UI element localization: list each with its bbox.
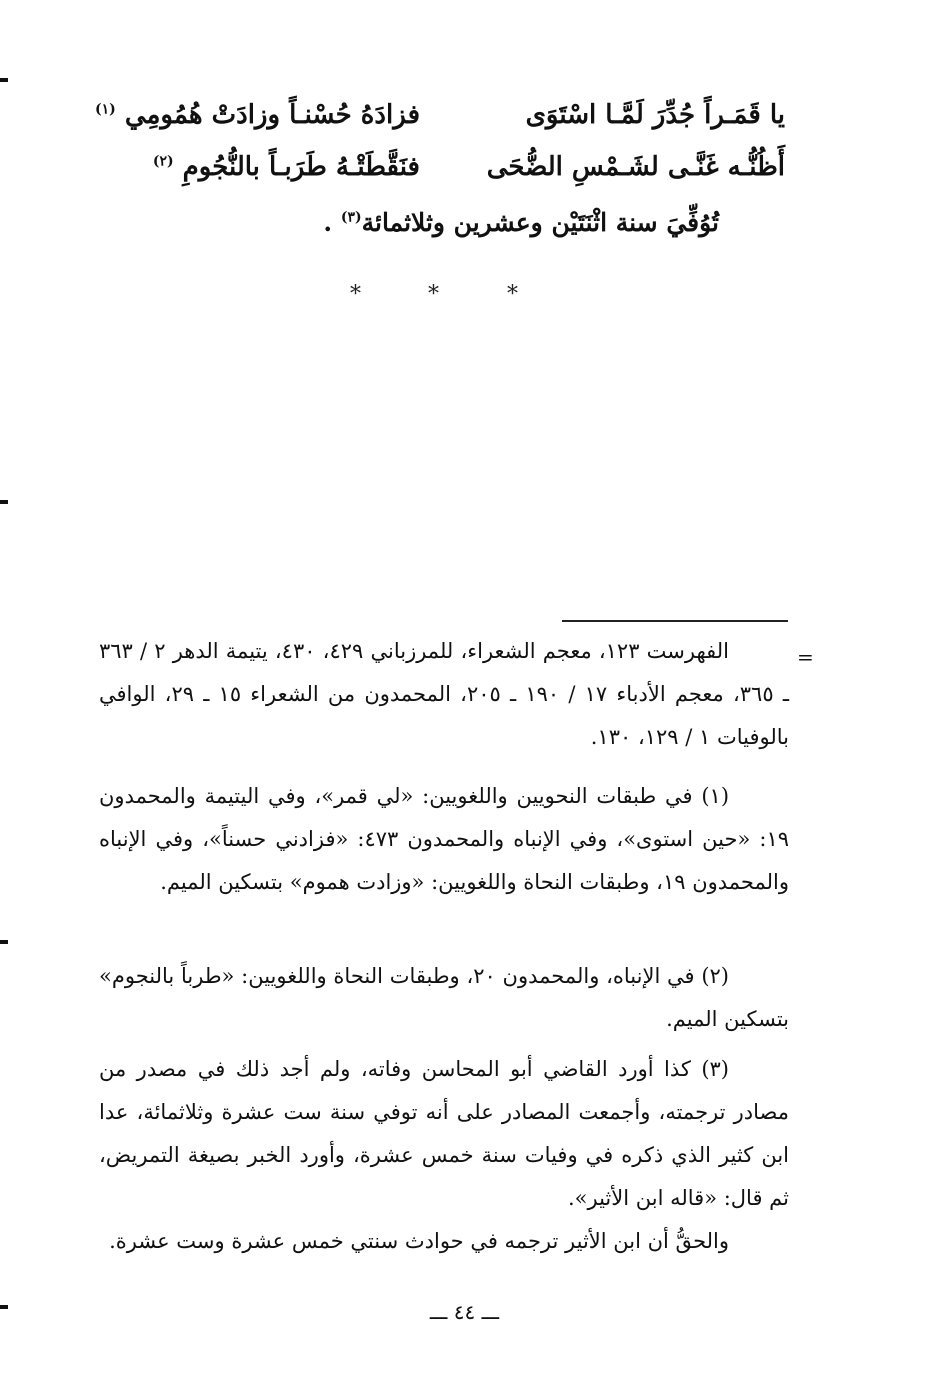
footnote-3: (٣) كذا أورد القاضي أبو المحاسن وفاته، ولم أجد ذلك في مصدر من مصادر ترجمته، وأجمعت المصادر على أنه توفي سنة ست عشرة وثلاثمائة، عدا ابن كثير الذي ذكره في وفيات سنة خمس عشرة، وأورد الخبر بصيغة التمريض، ثم قال: «قاله ابن الأثير». xyxy=(99,1057,789,1210)
death-statement xyxy=(323,208,719,237)
verse-2-first-hemistich: أَظُنُّـه غَنَّـى لشَـمْسِ الضُّحَى xyxy=(486,152,785,182)
footnote-1: (١) في طبقات النحويين واللغويين: «لي قمر»، وفي اليتيمة والمحمدون ١٩: «حين استوى»، وفي الإنباه والمحمدون ٤٧٣: «فزادني حسناً»، وفي الإنباه والمحمدون ١٩، وطبقات النحاة واللغويين: «وزادت هموم» بتسكين الميم. xyxy=(99,784,789,894)
death-end: . xyxy=(323,208,333,237)
footnote-2: (٢) في الإنباه، والمحمدون ٢٠، وطبقات النحاة واللغويين: «طرباً بالنجوم» بتسكين الميم. xyxy=(99,964,789,1031)
footnote-continuation: الفهرست ١٢٣، معجم الشعراء، للمرزباني ٤٢٩، ٤٣٠، يتيمة الدهر ٢ / ٣٦٣ ـ ٣٦٥، معجم الأدباء ١٧ / ١٩٠ ـ ٢٠٥، المحمدون من الشعراء ١٥ ـ ٢٩، الوافي بالوفيات ١ / ١٢٩، ١٣٠. xyxy=(99,639,789,749)
verse-2-second-hemistich xyxy=(153,152,420,182)
verse-1-second-hemistich xyxy=(95,100,420,130)
footnote-3-continuation: والحقُّ أن ابن الأثير ترجمه في حوادث سنتي خمس عشرة وست عشرة. xyxy=(109,1229,729,1253)
page-edge-mark xyxy=(0,940,8,944)
footnote-ref-3: (٣) xyxy=(340,209,362,226)
death-text: تُوُفِّيَ سنة اثْنَتَيْن وعشرين وثلاثمائة xyxy=(361,208,719,237)
section-separator-star: * xyxy=(428,282,439,307)
page-edge-mark xyxy=(0,500,8,504)
page-edge-mark xyxy=(0,78,8,82)
verse-2-text: فنَقَّطَتْـهُ طَرَبـاً بالنُّجُومِ xyxy=(182,152,420,182)
footnote-ref-2: (٢) xyxy=(152,153,174,170)
verse-1 xyxy=(90,100,790,150)
section-separator-star: * xyxy=(507,282,518,307)
verse-1-text: فزادَهُ حُسْنـاً وزادَتْ هُمُومِي xyxy=(124,100,420,130)
footnote-rule xyxy=(562,620,788,622)
footnote-ref-1: (١) xyxy=(94,101,116,118)
verse-2 xyxy=(90,152,790,202)
continuation-mark: = xyxy=(797,645,814,669)
section-separator-star: * xyxy=(350,282,361,307)
page-number: ـــ ٤٤ ـــ xyxy=(429,1300,500,1324)
verse-1-first-hemistich: يا قَمَـراً جُدِّرَ لَمَّـا اسْتَوَى xyxy=(525,100,785,130)
